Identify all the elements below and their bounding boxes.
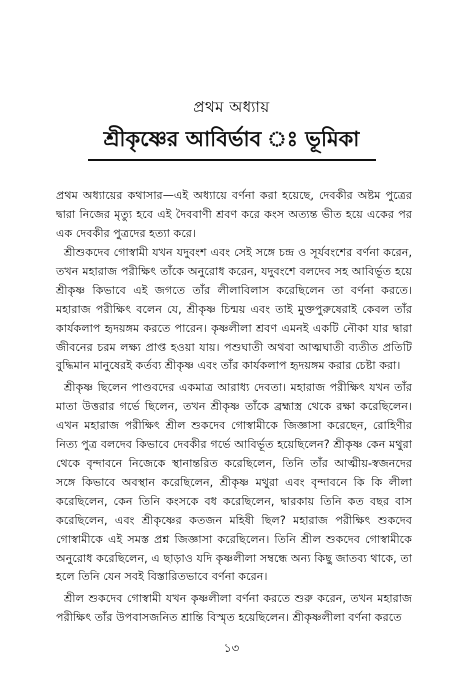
chapter-label: প্রথম অধ্যায় [193,98,270,116]
title-divider [88,159,376,161]
chapter-title: শ্রীকৃষ্ণের আবির্ভাব ঃ ভূমিকা [103,127,360,151]
page-number: ১৩ [223,641,240,655]
body-text [56,244,412,628]
chapter-summary: প্রথম অধ্যায়ের কথাসার—এই অধ্যায়ে বর্ণনা করা হয়েছে, দেবকীর অষ্টম পুত্রের দ্বারা নিজের মৃত্যু হবে এই দৈববাণী শ্রবণ করে কংস অত্যন্ত ভীত হয়ে একের পর এক দেবকীর পুত্রদের হত্যা করে। [56,189,412,240]
paragraph-3: শ্রীল শুকদেব গোস্বামী যখন কৃষ্ণলীলা বর্ণনা করতে শুরু করেন, তখন মহারাজ পরীক্ষিৎ তাঁর উপবাসজনিত শ্রান্তি বিস্মৃত হয়েছিলেন। শ্রীকৃষ্ণলীলা বর্ণনা করতে [56,592,412,625]
paragraph-2: শ্রীকৃষ্ণ ছিলেন পাণ্ডবদের একমাত্র আরাধ্য দেবতা। মহারাজ পরীক্ষিৎ যখন তাঁর মাতা উত্তরার গর্ভে ছিলেন, তখন শ্রীকৃষ্ণ তাঁকে ব্রহ্মাস্ত্র থেকে রক্ষা করেছিলেন। এখন মহারাজ পরীক্ষিৎ শ্রীল শুকদেব গোস্বামীকে জিজ্ঞাসা করেছেন, রোহিণীর নিত্য পুত্র বলদেব কিভাবে দেবকীর গর্ভে আবির্ভূত হয়েছিলেন? শ্রীকৃষ্ণ কেন মথুরা থেকে বৃন্দাবনে নিজেকে স্থানান্তরিত করেছিলেন, তিনি তাঁর আত্মীয়-স্বজনদের সঙ্গে কিভাবে অবস্থান করেছিলেন, শ্রীকৃষ্ণ মথুরা এবং বৃন্দাবনে কি কি লীলা করেছিলেন, কেন তিনি কংসকে বধ করেছিলেন, দ্বারকায় তিনি কত বছর বাস করেছিলেন, এবং শ্রীকৃষ্ণের কতজন মহিষী ছিল? মহারাজ পরীক্ষিৎ শুকদেব গোস্বামীকে এই সমস্ত প্রশ্ন জিজ্ঞাসা করেছিলেন। তিনি শ্রীল শুকদেব গোস্বামীকে অনুরোধ করেছিলেন, এ ছাড়াও যদি কৃষ্ণলীলা সম্বন্ধে অন্য কিছু জাতব্য থাকে, তা হলে তিনি যেন সবই বিস্তারিতভাবে বর্ণনা করেন। [56,381,412,584]
paragraph-1: শ্রীশুকদেব গোস্বামী যখন যদুবংশ এবং সেই সঙ্গে চন্দ্র ও সূর্যবংশের বর্ণনা করেন, তখন মহারাজ পরীক্ষিৎ তাঁকে অনুরোধ করেন, যদুবংশে বলদেব সহ আবির্ভূত হয়ে শ্রীকৃষ্ণ কিভাবে এই জগতে তাঁর লীলাবিলাস করেছিলেন তা বর্ণনা করতে। মহারাজ পরীক্ষিৎ বলেন যে, শ্রীকৃষ্ণ চিন্ময় এবং তাই মুক্তপুরুষেরাই কেবল তাঁর কার্যকলাপ হৃদয়ঙ্গম করতে পারেন। কৃষ্ণলীলা শ্রবণ এমনই একটি নৌকা যার দ্বারা জীবনের চরম লক্ষ্য প্রাপ্ত হওয়া যায়। পশুঘাতী অথবা আত্মঘাতী ব্যতীত প্রতিটি বুদ্ধিমান মানুষেরই কর্তব্য শ্রীকৃষ্ণ এবং তাঁর কার্যকলাপ হৃদয়ঙ্গম করার চেষ্টা করা। [56,246,412,373]
